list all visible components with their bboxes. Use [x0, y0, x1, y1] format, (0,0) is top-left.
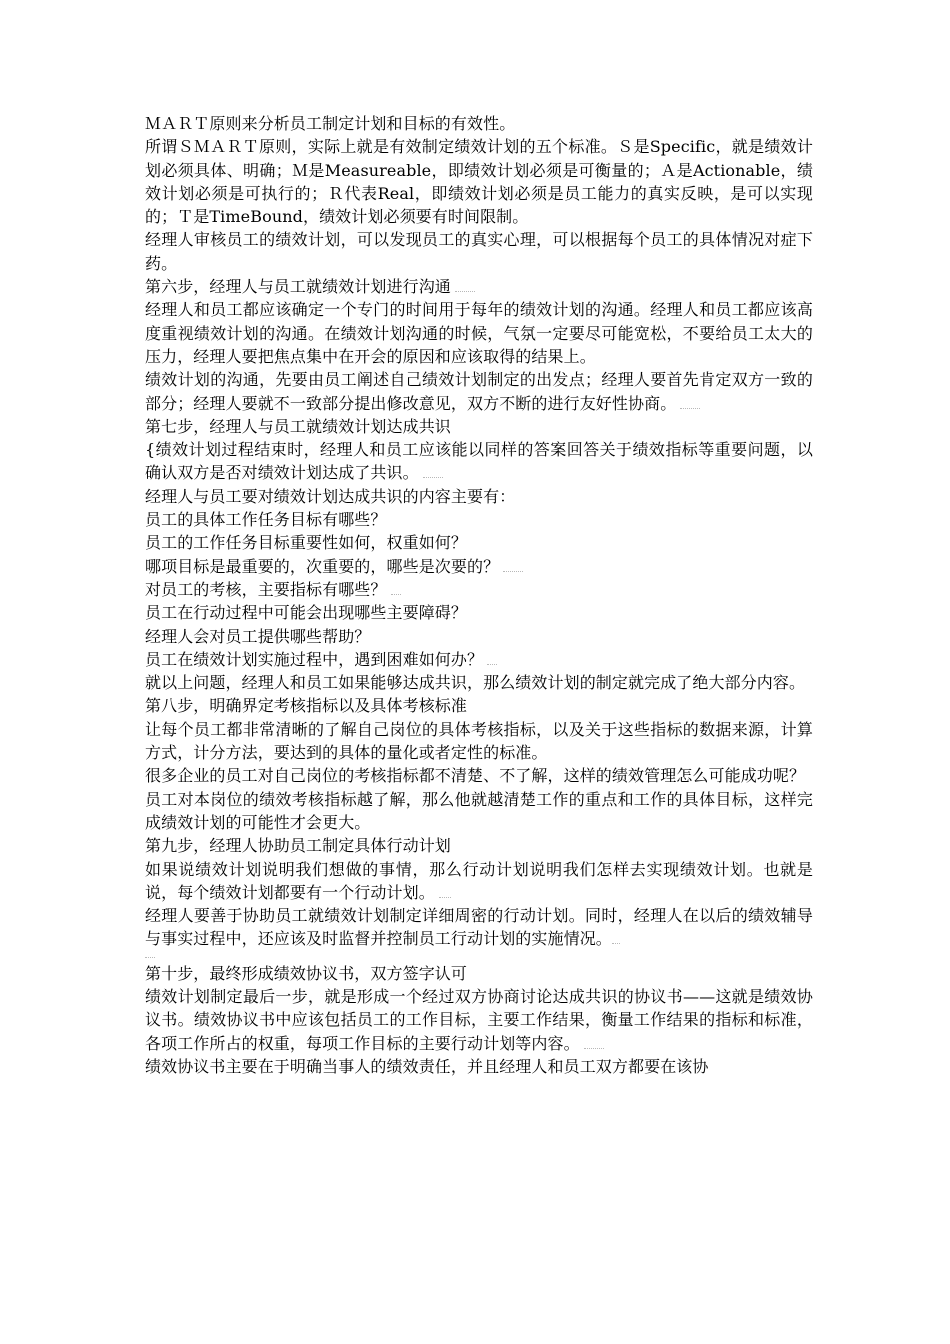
list-item: 对员工的考核，主要指标有哪些？	[145, 578, 813, 601]
section-heading: 第六步，经理人与员工就绩效计划进行沟通	[145, 275, 813, 298]
paragraph: 如果说绩效计划说明我们想做的事情，那么行动计划说明我们怎样去实现绩效计划。也就是说，每个绩效计划都要有一个行动计划。	[145, 859, 813, 902]
paragraph: ＭＡＲＴ原则来分析员工制定计划和目标的有效性。	[145, 114, 516, 133]
document-body	[145, 112, 813, 1078]
dotted-leader-line	[145, 951, 155, 958]
dotted-leader	[439, 893, 451, 898]
section-heading: 第七步，经理人与员工就绩效计划达成共识	[145, 416, 451, 436]
paragraph: 绩效协议书主要在于明确当事人的绩效责任，并且经理人和员工双方都要在该协	[145, 1056, 709, 1076]
paragraph: 员工对本岗位的绩效考核指标越了解，那么他就越清楚工作的重点和工作的具体目标，这样完成绩效计划的可能性才会更大。	[145, 789, 813, 832]
paragraph: 所谓ＳＭＡＲＴ原则，实际上就是有效制定绩效计划的五个标准。Ｓ是Specific，就是绩效计划必须具体、明确；Ｍ是Measureable，即绩效计划必须是可衡量的；Ａ是Actionable，绩效计划必须是可执行的；Ｒ代表Real，即绩效计划必须是员工能力的真实反映，是可以实现的；Ｔ是TimeBound，绩效计划必须要有时间限制。	[145, 137, 813, 227]
paragraph: 经理人要善于协助员工就绩效计划制定详细周密的行动计划。同时，经理人在以后的绩效辅导与事实过程中，还应该及时监督并控制员工行动计划的实施情况。	[145, 906, 813, 949]
paragraph: 绩效计划制定最后一步，就是形成一个经过双方协商讨论达成共识的协议书——这就是绩效协议书。绩效协议书中应该包括员工的工作目标，主要工作结果，衡量工作结果的指标和标准，各项工作所占的权重，每项工作目标的主要行动计划等内容。	[145, 986, 813, 1053]
dotted-leader	[612, 939, 620, 944]
dotted-leader	[503, 567, 523, 572]
list-item: 员工在行动过程中可能会出现哪些主要障碍？	[145, 603, 468, 623]
list-item: 经理人会对员工提供哪些帮助？	[145, 626, 371, 646]
paragraph: 经理人审核员工的绩效计划，可以发现员工的真实心理，可以根据每个员工的具体情况对症下药。	[145, 230, 813, 273]
dotted-leader	[680, 404, 700, 409]
section-heading: 第九步，经理人协助员工制定具体行动计划	[145, 836, 451, 856]
paragraph: 很多企业的员工对自己岗位的考核指标都不清楚、不了解，这样的绩效管理怎么可能成功呢？	[145, 766, 806, 786]
list-item: 员工在绩效计划实施过程中，遇到困难如何办？	[145, 648, 813, 671]
list-item: 员工的工作任务目标重要性如何，权重如何？	[145, 533, 468, 553]
dotted-leader	[391, 590, 401, 595]
section-heading: 第十步，最终形成绩效协议书，双方签字认可	[145, 963, 468, 983]
paragraph: {绩效计划过程结束时，经理人和员工应该能以同样的答案回答关于绩效指标等重要问题，以确认双方是否对绩效计划达成了共识。	[145, 440, 813, 483]
paragraph: 经理人和员工都应该确定一个专门的时间用于每年的绩效计划的沟通。经理人和员工都应该高度重视绩效计划的沟通。在绩效计划沟通的时候，气氛一定要尽可能宽松，不要给员工太大的压力，经理人要把焦点集中在开会的原因和应该取得的结果上。	[145, 300, 813, 366]
dotted-leader	[584, 1044, 604, 1049]
paragraph: 经理人与员工要对绩效计划达成共识的内容主要有：	[145, 486, 516, 506]
section-heading: 第八步，明确界定考核指标以及具体考核标准	[145, 696, 468, 716]
paragraph: 绩效计划的沟通，先要由员工阐述自己绩效计划制定的出发点；经理人要首先肯定双方一致的部分；经理人要就不一致部分提出修改意见，双方不断的进行友好性协商。	[145, 370, 813, 413]
list-item: 员工的具体工作任务目标有哪些？	[145, 510, 387, 530]
paragraph: 就以上问题，经理人和员工如果能够达成共识，那么绩效计划的制定就完成了绝大部分内容。	[145, 673, 806, 693]
paragraph: 让每个员工都非常清晰的了解自己岗位的具体考核指标，以及关于这些指标的数据来源，计算方式，计分方法，要达到的具体的量化或者定性的标准。	[145, 719, 813, 763]
list-item: 哪项目标是最重要的，次重要的，哪些是次要的？	[145, 555, 813, 578]
dotted-leader	[423, 473, 443, 478]
dotted-leader	[455, 287, 475, 292]
dotted-leader	[487, 660, 497, 665]
